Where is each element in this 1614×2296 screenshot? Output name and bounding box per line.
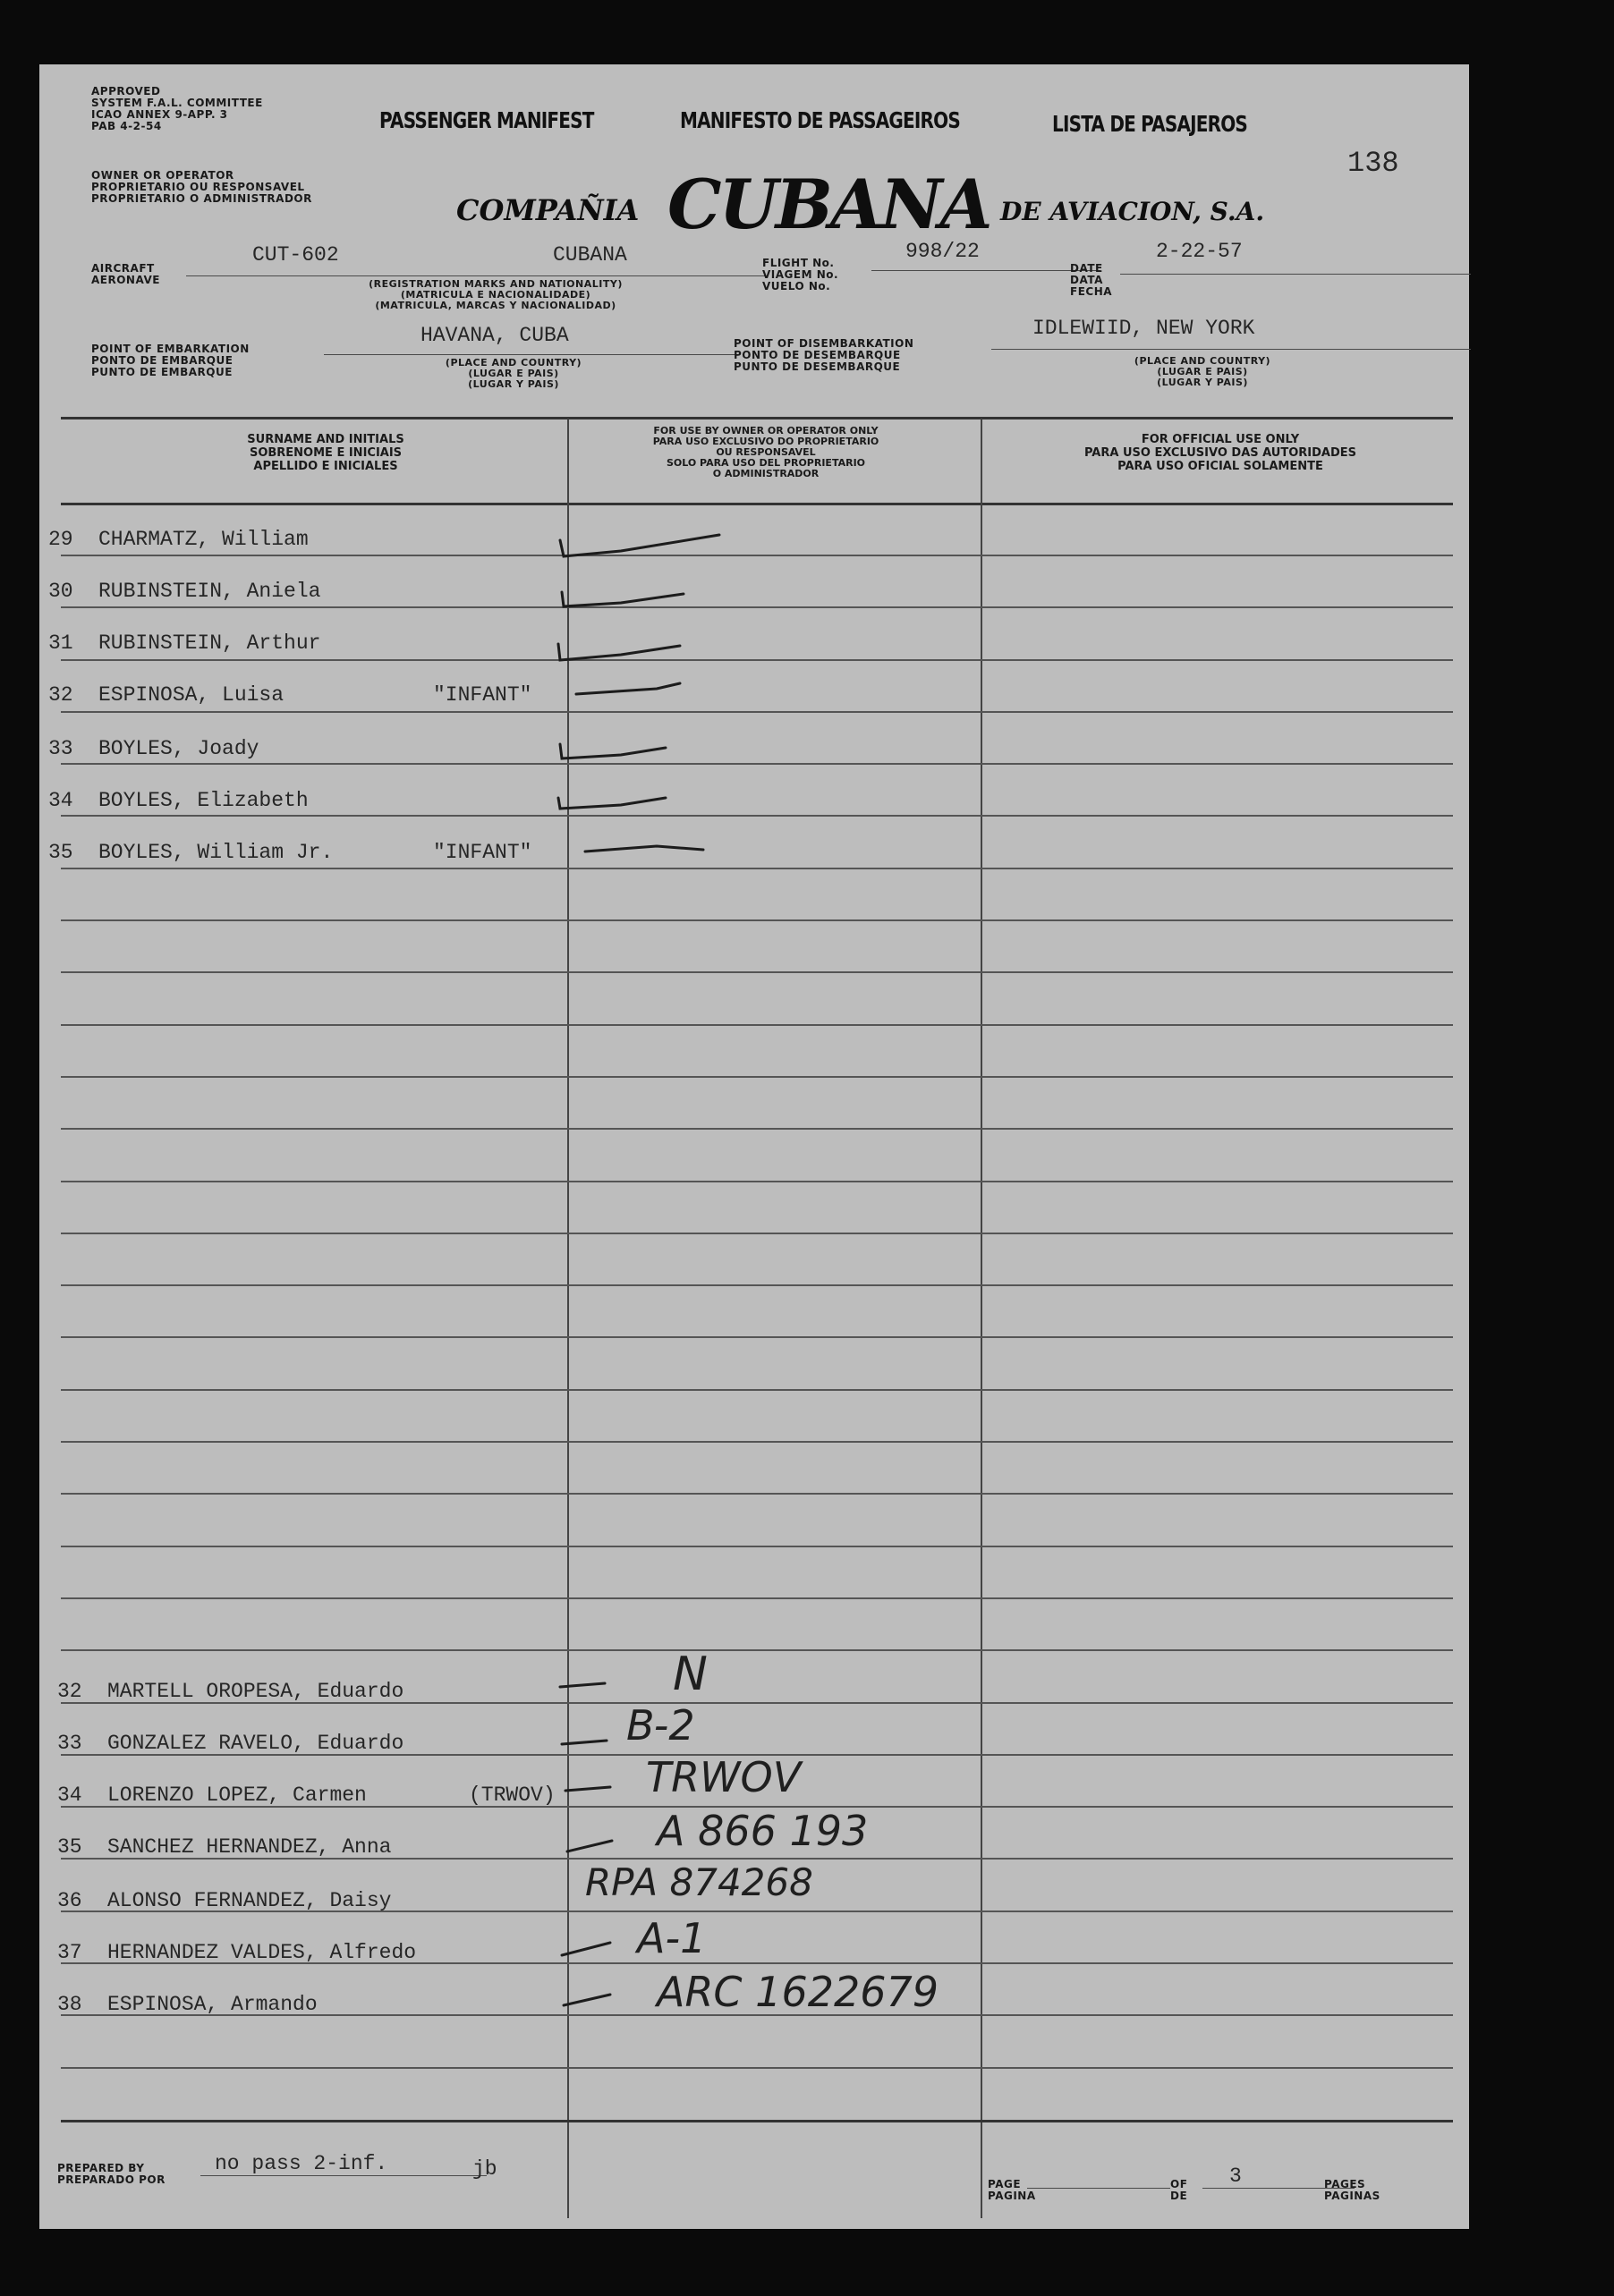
table-row bbox=[57, 1783, 367, 1807]
row-rule bbox=[61, 971, 1453, 973]
disembarkation-underline bbox=[991, 349, 1471, 350]
embarkation-value: HAVANA, CUBA bbox=[420, 324, 569, 347]
date-label-line: FECHA bbox=[1070, 285, 1113, 298]
row-rule bbox=[61, 1233, 1453, 1234]
aircraft-sublabel bbox=[308, 279, 684, 311]
column-header-line: PARA USO OFICIAL SOLAMENTE bbox=[1117, 460, 1323, 473]
row-rule bbox=[61, 1389, 1453, 1391]
row-rule bbox=[61, 1546, 1453, 1547]
aircraft-sublabel-line: (MATRICULA, MARCAS Y NACIONALIDAD) bbox=[375, 300, 616, 311]
approval-line: ICAO ANNEX 9-APP. 3 bbox=[91, 108, 228, 121]
column-header-line: SURNAME AND INITIALS bbox=[247, 433, 404, 446]
row-rule bbox=[61, 1284, 1453, 1286]
row-number: 34 bbox=[57, 1783, 82, 1807]
table-top-border bbox=[61, 417, 1453, 419]
passenger-name: RUBINSTEIN, Aniela bbox=[98, 580, 321, 603]
passenger-name: LORENZO LOPEZ, Carmen bbox=[107, 1783, 367, 1807]
row-number: 29 bbox=[48, 528, 73, 551]
disembarkation-sublabel-line: (PLACE AND COUNTRY) bbox=[1134, 355, 1271, 367]
table-row bbox=[48, 841, 333, 864]
passenger-name: ESPINOSA, Armando bbox=[107, 1993, 318, 2016]
infant-note: "INFANT" bbox=[433, 683, 532, 707]
aircraft-registration: CUT-602 bbox=[252, 243, 339, 267]
check-mark bbox=[560, 535, 719, 556]
column-header-line: FOR OFFICIAL USE ONLY bbox=[1141, 433, 1300, 446]
of-label-line: OF bbox=[1170, 2178, 1188, 2190]
passenger-name: BOYLES, William Jr. bbox=[98, 841, 334, 864]
flight-label-line: FLIGHT No. bbox=[762, 257, 835, 269]
aircraft-nationality: CUBANA bbox=[553, 243, 627, 267]
prepared-by-label bbox=[57, 2163, 166, 2186]
row-number: 36 bbox=[57, 1889, 82, 1912]
date-label-line: DATE bbox=[1070, 262, 1103, 275]
aircraft-sublabel-line: (REGISTRATION MARKS AND NATIONALITY) bbox=[369, 278, 623, 290]
check-mark bbox=[560, 744, 666, 758]
disembarkation-sublabel bbox=[1077, 356, 1328, 388]
row-rule bbox=[61, 919, 1453, 921]
page-number: 138 bbox=[1347, 147, 1399, 180]
aircraft-label bbox=[91, 263, 160, 286]
check-marks bbox=[522, 485, 737, 896]
column-header-line: O ADMINISTRADOR bbox=[712, 468, 820, 479]
row-rule bbox=[61, 1441, 1453, 1443]
approval-line: APPROVED bbox=[91, 85, 161, 97]
page-label bbox=[988, 2179, 1036, 2202]
row-number: 37 bbox=[57, 1941, 82, 1964]
column-header-line: PARA USO EXCLUSIVO DO PROPRIETARIO bbox=[652, 436, 879, 447]
dash-mark bbox=[560, 1683, 605, 1687]
row-number: 35 bbox=[48, 841, 73, 864]
aircraft-label-line: AERONAVE bbox=[91, 274, 160, 286]
table-row bbox=[48, 683, 284, 707]
passenger-name: ESPINOSA, Luisa bbox=[98, 683, 285, 707]
row-number: 31 bbox=[48, 631, 73, 655]
approval-block bbox=[91, 86, 263, 132]
column-header-line: SOBRENOME E INICIAIS bbox=[249, 446, 403, 460]
embarkation-sublabel-line: (LUGAR E PAIS) bbox=[468, 368, 559, 379]
dash-mark bbox=[565, 1787, 610, 1791]
row-number: 35 bbox=[57, 1835, 82, 1859]
column-header-line: OU RESPONSAVEL bbox=[716, 446, 816, 458]
prepared-underline bbox=[200, 2175, 487, 2176]
passenger-name: BOYLES, Joady bbox=[98, 737, 259, 760]
passenger-name: MARTELL OROPESA, Eduardo bbox=[107, 1680, 404, 1703]
row-rule bbox=[61, 1336, 1453, 1338]
handwritten-code: TRWOV bbox=[646, 1753, 802, 1801]
table-row bbox=[57, 1835, 391, 1859]
row-rule bbox=[61, 815, 1453, 817]
column-header-owner bbox=[578, 426, 954, 479]
date-label bbox=[1070, 263, 1112, 298]
table-row bbox=[57, 1680, 404, 1703]
embarkation-underline bbox=[324, 354, 735, 355]
row-number: 33 bbox=[57, 1732, 82, 1755]
column-header-line: FOR USE BY OWNER OR OPERATOR ONLY bbox=[653, 425, 879, 436]
title-portuguese: MANIFESTO DE PASSAGEIROS bbox=[680, 107, 960, 133]
date-label-line: DATA bbox=[1070, 274, 1103, 286]
aircraft-label-line: AIRCRAFT bbox=[91, 262, 155, 275]
flight-underline bbox=[871, 270, 1100, 271]
flight-label-line: VUELO No. bbox=[762, 280, 831, 292]
aircraft-sublabel-line: (MATRICULA E NACIONALIDADE) bbox=[400, 289, 591, 301]
total-pages: 3 bbox=[1229, 2165, 1242, 2188]
embarkation-sublabel bbox=[379, 358, 648, 390]
row-number: 33 bbox=[48, 737, 73, 760]
preparer-initials: jb bbox=[472, 2157, 497, 2181]
row-rule bbox=[61, 659, 1453, 661]
table-bottom-border bbox=[61, 2120, 1453, 2122]
passenger-name: CHARMATZ, William bbox=[98, 528, 309, 551]
table-row bbox=[48, 580, 320, 603]
prepared-label-line: PREPARADO POR bbox=[57, 2173, 166, 2186]
table-row bbox=[48, 789, 309, 812]
column-divider-2 bbox=[981, 419, 982, 2218]
row-number: 34 bbox=[48, 789, 73, 812]
page-underline bbox=[1027, 2188, 1170, 2189]
table-row bbox=[48, 737, 259, 760]
dash-mark bbox=[562, 1943, 610, 1955]
dash-marks bbox=[522, 1656, 630, 2032]
row-number: 32 bbox=[48, 683, 73, 707]
owner-label bbox=[91, 170, 312, 205]
disembarkation-sublabel-line: (LUGAR E PAIS) bbox=[1157, 366, 1248, 377]
aircraft-underline bbox=[186, 275, 768, 276]
embarkation-label-line: PONTO DE EMBARQUE bbox=[91, 354, 234, 367]
travel-note: (TRWOV) bbox=[469, 1783, 556, 1807]
handwritten-code: B-2 bbox=[626, 1701, 695, 1750]
passenger-name: RUBINSTEIN, Arthur bbox=[98, 631, 321, 655]
check-mark bbox=[558, 798, 666, 809]
disembarkation-sublabel-line: (LUGAR Y PAIS) bbox=[1157, 377, 1248, 388]
company-name: CUBANA bbox=[667, 165, 990, 244]
infant-note: "INFANT" bbox=[433, 841, 532, 864]
passenger-name: SANCHEZ HERNANDEZ, Anna bbox=[107, 1835, 392, 1859]
of-label bbox=[1170, 2179, 1187, 2202]
company-logo bbox=[456, 165, 1265, 244]
prepared-label-line: PREPARED BY bbox=[57, 2162, 145, 2174]
disembarkation-label bbox=[734, 338, 913, 373]
pages-label-line: PAGES bbox=[1324, 2178, 1366, 2190]
table-row bbox=[57, 1941, 416, 1964]
row-rule bbox=[61, 711, 1453, 713]
page-label-line: PAGE bbox=[988, 2178, 1022, 2190]
flight-label bbox=[762, 258, 838, 292]
row-rule bbox=[61, 1076, 1453, 1078]
row-rule bbox=[61, 1181, 1453, 1182]
disembarkation-label-line: POINT OF DISEMBARKATION bbox=[734, 337, 914, 350]
title-spanish: LISTA DE PASAJEROS bbox=[1052, 111, 1248, 137]
column-header-official bbox=[997, 433, 1444, 473]
embarkation-sublabel-line: (LUGAR Y PAIS) bbox=[468, 378, 559, 390]
row-rule bbox=[61, 2067, 1453, 2069]
row-rule bbox=[61, 1597, 1453, 1599]
table-row bbox=[48, 528, 309, 551]
check-mark bbox=[558, 644, 680, 660]
disembarkation-label-line: PONTO DE DESEMBARQUE bbox=[734, 349, 901, 361]
embarkation-label bbox=[91, 343, 250, 378]
column-header-line: PARA USO EXCLUSIVO DAS AUTORIDADES bbox=[1083, 446, 1357, 460]
check-mark bbox=[585, 846, 703, 851]
approval-line: SYSTEM F.A.L. COMMITTEE bbox=[91, 97, 263, 109]
dash-mark bbox=[564, 1995, 610, 2005]
disembarkation-value: IDLEWIID, NEW YORK bbox=[1032, 317, 1255, 340]
row-rule bbox=[61, 868, 1453, 869]
check-mark bbox=[562, 592, 684, 606]
handwritten-code: A 866 193 bbox=[657, 1807, 869, 1855]
row-number: 38 bbox=[57, 1993, 82, 2016]
row-rule bbox=[61, 1128, 1453, 1130]
table-row bbox=[48, 631, 320, 655]
column-header-line: SOLO PARA USO DEL PROPRIETARIO bbox=[666, 457, 866, 469]
flight-label-line: VIAGEM No. bbox=[762, 268, 839, 281]
passenger-name: BOYLES, Elizabeth bbox=[98, 789, 309, 812]
column-header-name bbox=[102, 433, 549, 473]
table-row bbox=[57, 1732, 404, 1755]
embarkation-label-line: POINT OF EMBARKATION bbox=[91, 343, 250, 355]
row-rule bbox=[61, 1493, 1453, 1495]
date-value: 2-22-57 bbox=[1156, 240, 1243, 263]
embarkation-label-line: PUNTO DE EMBARQUE bbox=[91, 366, 233, 378]
title-english: PASSENGER MANIFEST bbox=[379, 107, 594, 133]
handwritten-code: A-1 bbox=[637, 1914, 707, 1962]
check-mark bbox=[576, 683, 680, 694]
table-row bbox=[57, 1889, 391, 1912]
manifest-sheet bbox=[39, 64, 1469, 2229]
row-rule bbox=[61, 763, 1453, 765]
handwritten-code: ARC 1622679 bbox=[657, 1968, 939, 2016]
company-prefix: COMPAÑIA bbox=[456, 193, 640, 227]
dash-mark bbox=[567, 1841, 612, 1851]
row-rule bbox=[61, 606, 1453, 608]
prepared-by-value: no pass 2-inf. bbox=[215, 2152, 388, 2175]
owner-label-line: PROPRIETARIO OU RESPONSAVEL bbox=[91, 181, 305, 193]
dash-mark bbox=[562, 1741, 607, 1744]
embarkation-sublabel-line: (PLACE AND COUNTRY) bbox=[445, 357, 582, 369]
approval-line: PAB 4-2-54 bbox=[91, 120, 162, 132]
pages-label bbox=[1324, 2179, 1380, 2202]
table-row bbox=[57, 1993, 318, 2016]
owner-label-line: PROPRIETARIO O ADMINISTRADOR bbox=[91, 192, 312, 205]
disembarkation-label-line: PUNTO DE DESEMBARQUE bbox=[734, 360, 901, 373]
row-rule bbox=[61, 1024, 1453, 1026]
company-suffix: DE AVIACION, S.A. bbox=[1000, 197, 1265, 226]
of-label-line: DE bbox=[1170, 2190, 1188, 2202]
flight-number: 998/22 bbox=[905, 240, 980, 263]
row-number: 30 bbox=[48, 580, 73, 603]
row-rule bbox=[61, 555, 1453, 556]
handwritten-code: RPA 874268 bbox=[585, 1860, 813, 1904]
date-underline bbox=[1120, 274, 1471, 275]
handwritten-code: N bbox=[673, 1648, 708, 1701]
header-bottom-border bbox=[61, 503, 1453, 505]
passenger-name: HERNANDEZ VALDES, Alfredo bbox=[107, 1941, 417, 1964]
column-header-line: APELLIDO E INICIALES bbox=[253, 460, 398, 473]
page-label-line: PAGINA bbox=[988, 2190, 1036, 2202]
passenger-name: ALONSO FERNANDEZ, Daisy bbox=[107, 1889, 392, 1912]
row-number: 32 bbox=[57, 1680, 82, 1703]
passenger-name: GONZALEZ RAVELO, Eduardo bbox=[107, 1732, 404, 1755]
pages-label-line: PAGINAS bbox=[1324, 2190, 1380, 2202]
owner-label-line: OWNER OR OPERATOR bbox=[91, 169, 234, 182]
row-rule bbox=[61, 1649, 1453, 1651]
